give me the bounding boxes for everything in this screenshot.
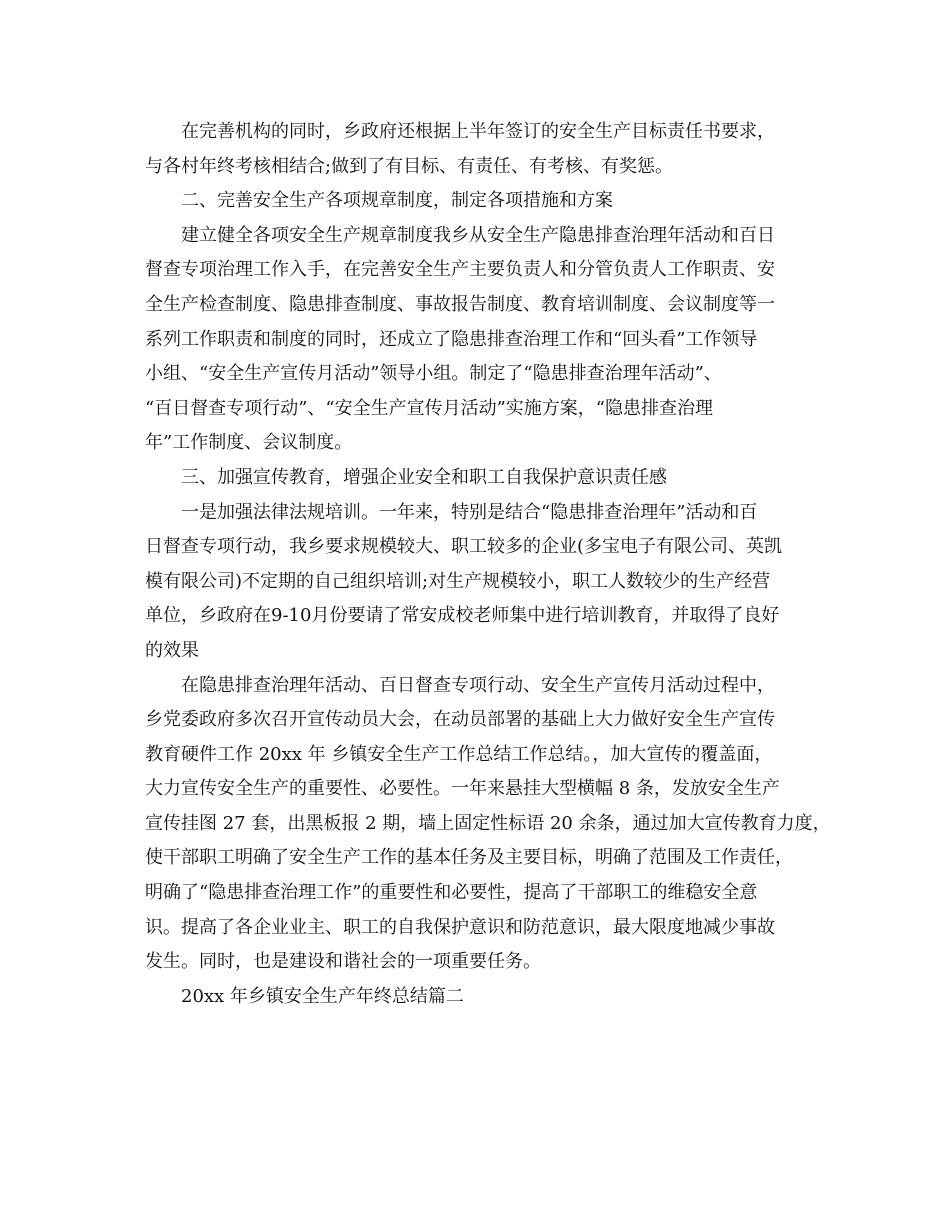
paragraph-line: 与各村年终考核相结合;做到了有目标、有责任、有考核、有奖惩。: [145, 155, 674, 177]
paragraph-line: 识。提高了各企业业主、职工的自我保护意识和防范意识，最大限度地减少事故: [145, 916, 775, 938]
paragraph-line: 全生产检查制度、隐患排查制度、事故报告制度、教育培训制度、会议制度等一: [145, 293, 775, 315]
section-title: 20xx 年乡镇安全生产年终总结篇二: [181, 985, 464, 1007]
section-heading: 二、完善安全生产各项规章制度，制定各项措施和方案: [181, 190, 613, 212]
paragraph-line: 小组、“安全生产宣传月活动”领导小组。制定了“隐患排查治理年活动”、: [145, 363, 722, 385]
paragraph-line: 乡党委政府多次召开宣传动员大会，在动员部署的基础上大力做好安全生产宣传: [145, 709, 775, 731]
paragraph-line: 教育硬件工作 20xx 年 乡镇安全生产工作总结工作总结。，加大宣传的覆盖面，: [145, 743, 773, 765]
paragraph-line: 日督查专项行动，我乡要求规模较大、职工较多的企业(多宝电子有限公司、英凯: [145, 536, 783, 558]
section-heading: 三、加强宣传教育，增强企业安全和职工自我保护意识责任感: [181, 466, 667, 488]
paragraph-line: 年”工作制度、会议制度。: [145, 432, 353, 454]
paragraph-line: 的效果: [145, 639, 199, 661]
paragraph-line: 系列工作职责和制度的同时，还成立了隐患排查治理工作和“回头看”工作领导: [145, 328, 758, 350]
paragraph-line: 模有限公司)不定期的自己组织培训;对生产规模较小，职工人数较少的生产经营: [145, 570, 771, 592]
paragraph-line: 单位，乡政府在9-10月份要请了常安成校老师集中进行培训教育，并取得了良好: [145, 605, 780, 627]
paragraph-line: 大力宣传安全生产的重要性、必要性。一年来悬挂大型横幅 8 条，发放安全生产: [145, 778, 780, 800]
paragraph-line: 在完善机构的同时，乡政府还根据上半年签订的安全生产目标责任书要求，: [181, 121, 775, 142]
paragraph-line: 宣传挂图 27 套，出黑板报 2 期，墙上固定性标语 20 余条，通过加大宣传教育力度，: [145, 812, 831, 834]
paragraph-line: 建立健全各项安全生产规章制度我乡从安全生产隐患排查治理年活动和百日: [181, 224, 775, 246]
paragraph-line: 使干部职工明确了安全生产工作的基本任务及主要目标，明确了范围及工作责任，: [145, 847, 793, 869]
paragraph-line: 一是加强法律法规培训。一年来，特别是结合“隐患排查治理年”活动和百: [181, 501, 758, 523]
document-body: [145, 115, 835, 1014]
paragraph-line: 发生。同时，也是建设和谐社会的一项重要任务。: [145, 951, 541, 973]
paragraph-line: “百日督查专项行动”、“安全生产宣传月活动”实施方案，“隐患排查治理: [145, 397, 714, 419]
paragraph-line: 明确了“隐患排查治理工作”的重要性和必要性，提高了干部职工的维稳安全意: [145, 882, 758, 904]
paragraph-line: 督查专项治理工作入手，在完善安全生产主要负责人和分管负责人工作职责、安: [145, 259, 775, 281]
paragraph-line: 在隐患排查治理年活动、百日督查专项行动、安全生产宣传月活动过程中，: [181, 674, 775, 696]
